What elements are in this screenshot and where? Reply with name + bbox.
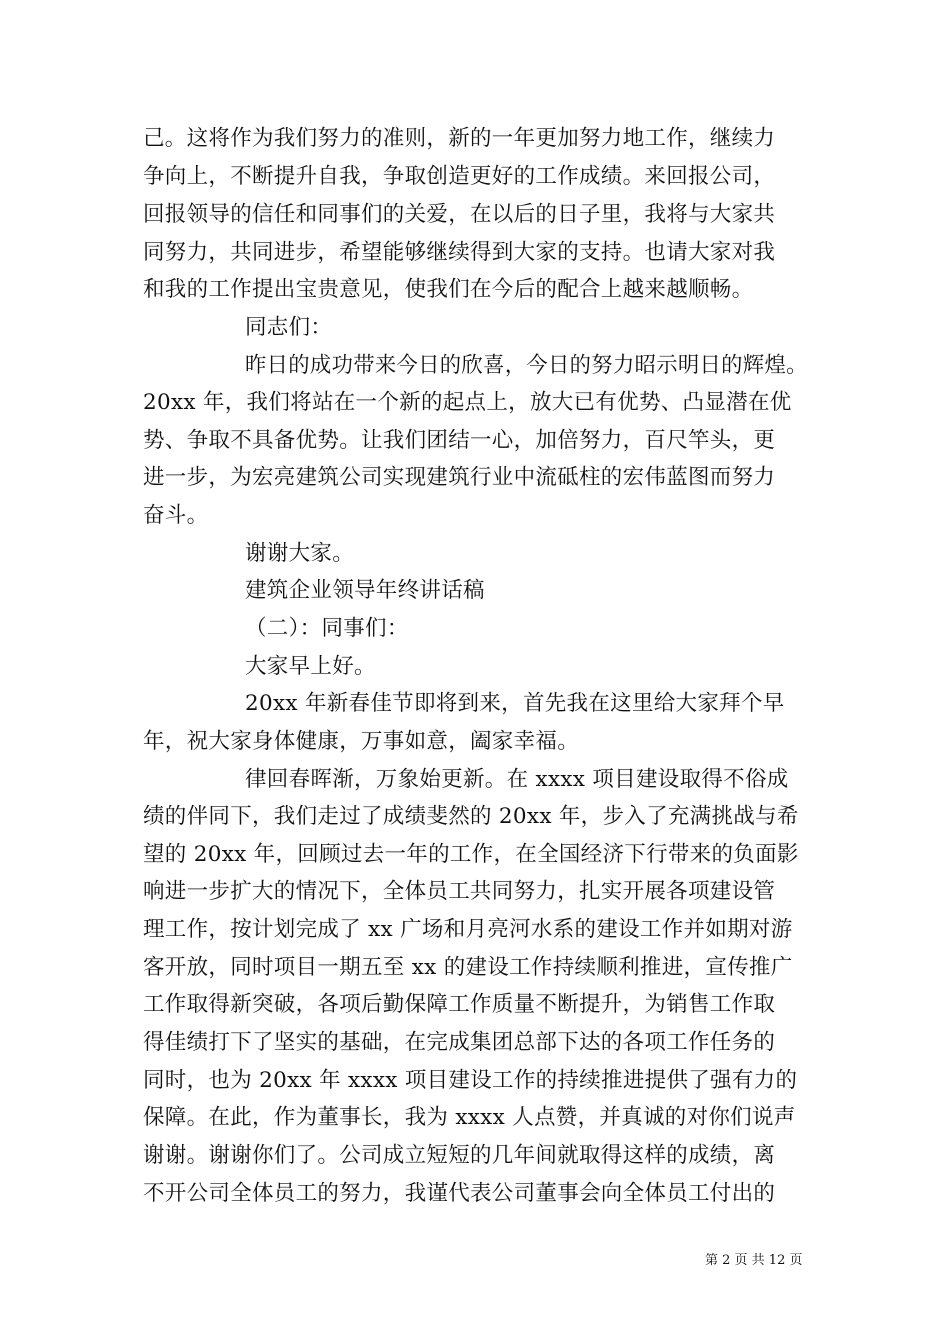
- text-line: 谢谢。谢谢你们了。公司成立短短的几年间就取得这样的成绩，离: [143, 1143, 776, 1168]
- text-line: 势、争取不具备优势。让我们团结一心，加倍努力，百尺竿头，更: [143, 428, 776, 453]
- section-title: 建筑企业领导年终讲话稿: [245, 578, 485, 603]
- text-line: 己。这将作为我们努力的准则，新的一年更加努力地工作，继续力: [143, 126, 776, 151]
- text-line: 响进一步扩大的情况下，全体员工共同努力，扎实开展各项建设管: [143, 879, 776, 904]
- text-line: 同努力，共同进步，希望能够继续得到大家的支持。也请大家对我: [143, 240, 776, 265]
- text-line: 回报领导的信任和同事们的关爱，在以后的日子里，我将与大家共: [143, 202, 776, 227]
- text-line: 昨日的成功带来今日的欣喜，今日的努力昭示明日的辉煌。: [245, 353, 808, 378]
- text-line: 和我的工作提出宝贵意见，使我们在今后的配合上越来越顺畅。: [143, 277, 754, 302]
- text-line: 争向上，不断提升自我，争取创造更好的工作成绩。来回报公司，: [143, 164, 776, 189]
- text-line: 保障。在此，作为董事长，我为 xxxx 人点赞，并真诚的对你们说声: [143, 1105, 796, 1130]
- text-line: 不开公司全体员工的努力，我谨代表公司董事会向全体员工付出的: [143, 1181, 776, 1206]
- text-line: 客开放，同时项目一期五至 xx 的建设工作持续顺利推进，宣传推广: [143, 955, 793, 980]
- text-line: 奋斗。: [143, 503, 209, 528]
- greeting-line: 大家早上好。: [245, 654, 376, 679]
- text-line: 理工作，按计划完成了 xx 广场和月亮河水系的建设工作并如期对游: [143, 917, 793, 942]
- section-subtitle: （二）：同事们：: [245, 616, 409, 641]
- closing-line: 谢谢大家。: [245, 541, 355, 566]
- text-line: 同时，也为 20xx 年 xxxx 项目建设工作的持续推进提供了强有力的: [143, 1068, 798, 1093]
- text-line: 工作取得新突破，各项后勤保障工作质量不断提升，为销售工作取: [143, 992, 776, 1017]
- text-line: 得佳绩打下了坚实的基础，在完成集团总部下达的各项工作任务的: [143, 1030, 776, 1055]
- text-line: 20xx 年，我们将站在一个新的起点上，放大已有优势、凸显潜在优: [143, 390, 792, 415]
- text-line: 进一步，为宏亮建筑公司实现建筑行业中流砥柱的宏伟蓝图而努力: [143, 465, 776, 490]
- text-line: 20xx 年新春佳节即将到来，首先我在这里给大家拜个早: [245, 691, 785, 716]
- salutation: 同志们：: [245, 315, 333, 340]
- text-line: 年，祝大家身体健康，万事如意，阖家幸福。: [143, 729, 580, 754]
- page-indicator: 第 2 页 共 12 页: [705, 1253, 803, 1268]
- text-line: 律回春晖渐，万象始更新。在 xxxx 项目建设取得不俗成: [245, 767, 789, 792]
- text-line: 绩的伴同下，我们走过了成绩斐然的 20xx 年，步入了充满挑战与希: [143, 804, 799, 829]
- text-line: 望的 20xx 年，回顾过去一年的工作，在全国经济下行带来的负面影: [143, 842, 799, 867]
